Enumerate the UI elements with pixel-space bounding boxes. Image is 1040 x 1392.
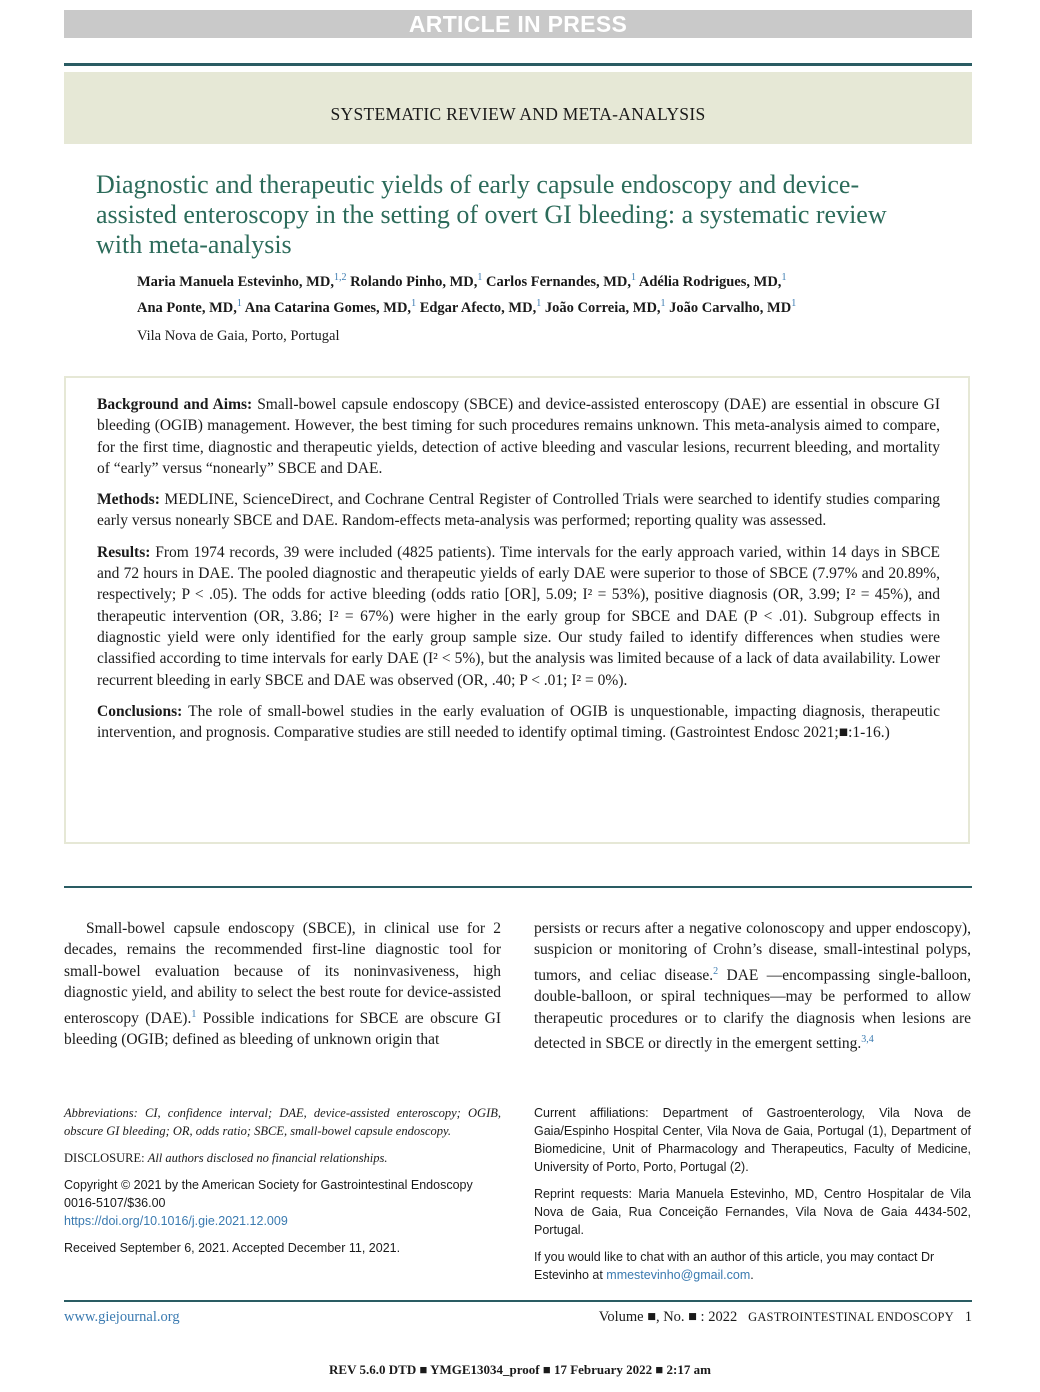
disclosure: DISCLOSURE: All authors disclosed no financial relationships. [64,1151,388,1165]
author: Adélia Rodrigues, MD, [638,273,782,290]
current-affiliations: Current affiliations: Department of Gastroenterology, Vila Nova de Gaia/Espinho Hospital Center, Vila Nova de Gaia, Portugal (1), Department of Biomedicine, Unit of Pharmacology and Therapeutics, Faculty of Medicine, University of Porto, Porto, Portugal (2). [534,1106,971,1174]
abbreviations: Abbreviations: CI, confidence interval; DAE, device-assisted enteroscopy; OGIB, obscure GI bleeding; OR, odds ratio; SBCE, small-bowel capsule endoscopy. [64,1106,501,1138]
abstract-background: Background and Aims: Small-bowel capsule endoscopy (SBCE) and device-assisted enteroscopy (DAE) are essential in obscure GI bleeding (OGIB) management. However, the best timing for such procedures remains unknown. This meta-analysis aimed to compare, for the first time, diagnostic and therapeutic yields, detection of active bleeding and vascular lesions, recurrent bleeding, and mortality of “early” versus “nonearly” SBCE and DAE. [97,396,940,477]
body-rule [64,886,972,888]
article-title: Diagnostic and therapeutic yields of early capsule endoscopy and device-assisted enteroscopy in the setting of overt GI bleeding: a systematic review with meta-analysis [96,170,887,259]
author: João Correia, MD, [544,299,661,316]
author: Maria Manuela Estevinho, MD, [137,273,334,290]
issn: 0016-5107/$36.00 [64,1196,166,1210]
abstract-methods: Methods: MEDLINE, ScienceDirect, and Cochrane Central Register of Controlled Trials were searched to identify studies comparing early versus nonearly SBCE and DAE. Random-effects meta-analysis was performed; reporting quality was assessed. [97,491,940,530]
contact-info: If you would like to chat with an author of this article, you may contact Dr Estevinho at mmestevinho@gmail.com. [534,1250,935,1282]
author: Ana Catarina Gomes, MD, [244,299,412,316]
footnotes-left [64,1104,501,1257]
abstract-results: Results: From 1974 records, 39 were included (4825 patients). Time intervals for the early approach varied, within 14 days in SBCE and 72 hours in DAE. The pooled diagnostic and therapeutic yields of early DAE were superior to those of SBCE (7.97% and 20.89%, respectively; P < .05). The odds for active bleeding (odds ratio [OR], 5.09; I² = 53%), positive diagnosis (OR, 3.99; I² = 45%), and therapeutic intervention (OR, 3.86; I² = 67%) were higher in the early group for SBCE and DAE (P < .01). Subgroup effects in diagnostic yield were only identified for the early group sample size. Our study failed to identify differences when studies were classified according to time intervals for early DAE (I² < 5%), but the analysis was limited because of a lack of data availability. Lower recurrent bleeding in early SBCE and DAE was observed (OR, .40; P < .01; I² = 0%). [97,543,941,689]
author: Edgar Afecto, MD, [419,299,537,316]
footer-rule [64,1300,972,1302]
abstract [97,394,940,753]
body-column-left: Small-bowel capsule endoscopy (SBCE), in clinical use for 2 decades, remains the recommended first-line diagnostic tool for small-bowel evaluation because of its noninvasiveness, high diagnostic yield, and ability to select the best route for device-assisted enteroscopy (DAE).$^1$ Possible indications for SBCE are obscure GI bleeding (OGIB; defined as bleeding of unknown origin that [64,920,502,1049]
section-heading: SYSTEMATIC REVIEW AND META-ANALYSIS [64,72,972,144]
doi-link[interactable]: https://doi.org/10.1016/j.gie.2021.12.009 [64,1214,288,1228]
proof-info: REV 5.6.0 DTD ■ YMGE13034_proof ■ 17 February 2022 ■ 2:17 am [329,1362,711,1377]
author: Carlos Fernandes, MD, [486,273,632,290]
author: João Carvalho, MD [669,299,792,316]
copyright: Copyright © 2021 by the American Society for Gastrointestinal Endoscopy [64,1178,473,1192]
author: Ana Ponte, MD, [137,299,237,316]
footer-volume-info: Volume ■, No. ■ : 2022 GASTROINTESTINAL ENDOSCOPY 1 [598,1309,972,1325]
body-column-right: persists or recurs after a negative colonoscopy and upper endoscopy), suspicion or monitoring of Crohn’s disease, small-intestinal polyps, tumors, and celiac disease.$^2$ DAE —encompassing single-balloon, double-balloon, or spiral techniques—may be performed to allow therapeutic procedures or to clarify the diagnosis when lesions are detected in SBCE or directly in the emergent setting.$^{3,4}$ [534,920,972,1053]
header-rule [64,63,972,66]
received-dates: Received September 6, 2021. Accepted December 11, 2021. [64,1241,401,1255]
footnotes-right [534,1104,971,1284]
abstract-conclusions: Conclusions: The role of small-bowel studies in the early evaluation of OGIB is unquestionable, impacting diagnosis, therapeutic intervention, and prognosis. Comparative studies are still needed to identify optimal timing. (Gastrointest Endosc 2021;■:1-16.) [97,702,940,742]
author: Rolando Pinho, MD, [350,273,478,290]
author-list: Maria Manuela Estevinho, MD,$^{1,2}$ Rolando Pinho, MD,$^1$ Carlos Fernandes, MD,$^1$ Adélia Rodrigues, MD,$^1$ Ana Ponte, MD,$^1$ Ana Catarina Gomes, MD,$^1$ Edgar Afecto, MD,$^1$ João Correia, MD,$^1$ João Carvalho, $MD^1$ [137,272,797,316]
email-link[interactable]: mmestevinho@gmail.com [606,1268,751,1282]
journal-website-link[interactable]: www.giejournal.org [64,1309,180,1325]
reprint-requests: Reprint requests: Maria Manuela Estevinho, MD, Centro Hospitalar de Vila Nova de Gaia, Rua Conceição Fernandes, Vila Nova de Gaia 4434-502, Portugal. [534,1187,971,1237]
article-in-press-banner: ARTICLE IN PRESS [64,10,972,38]
affiliation: Vila Nova de Gaia, Porto, Portugal [137,328,340,344]
